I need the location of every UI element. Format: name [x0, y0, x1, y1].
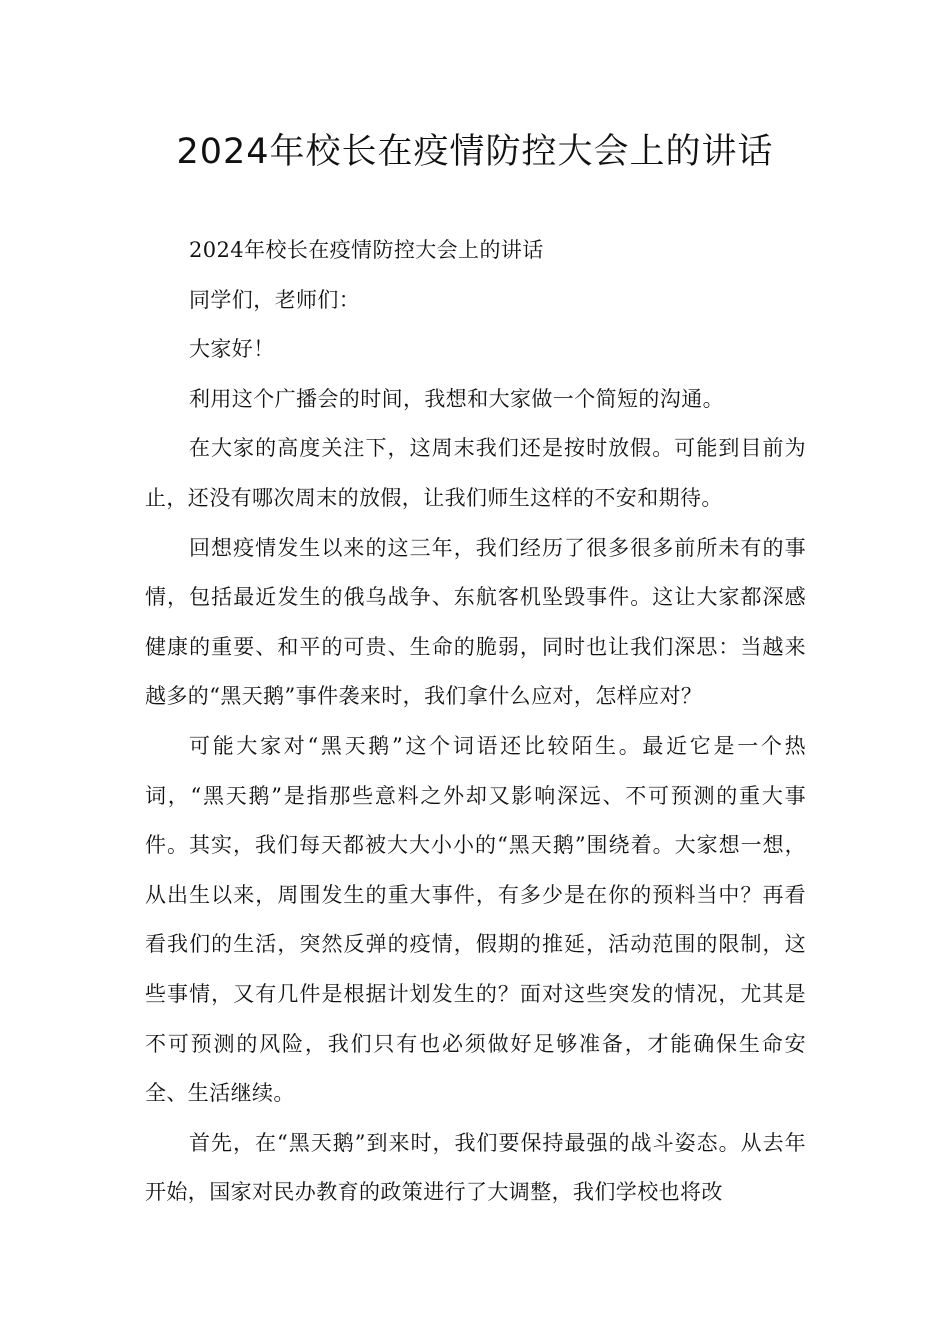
document-body: [145, 226, 806, 1218]
body-paragraph: 可能大家对“黑天鹅”这个词语还比较陌生。最近它是一个热词，“黑天鹅”是指那些意料之外却又影响深远、不可预测的重大事件。其实，我们每天都被大大小小的“黑天鹅”围绕着。大家想一想，从出生以来，周围发生的重大事件，有多少是在你的预料当中？再看看我们的生活，突然反弹的疫情，假期的推延，活动范围的限制，这些事情，又有几件是根据计划发生的？面对这些突发的情况，尤其是不可预测的风险，我们只有也必须做好足够准备，才能确保生命安全、生活继续。: [145, 733, 806, 1106]
body-paragraph: 2024年校长在疫情防控大会上的讲话: [189, 238, 544, 262]
body-paragraph: 利用这个广播会的时间，我想和大家做一个简短的沟通。: [189, 386, 724, 411]
body-paragraph: 在大家的高度关注下，这周末我们还是按时放假。可能到目前为止，还没有哪次周末的放假，让我们师生这样的不安和期待。: [145, 436, 806, 510]
body-paragraph: 回想疫情发生以来的这三年，我们经历了很多很多前所未有的事情，包括最近发生的俄乌战争、东航客机坠毁事件。这让大家都深感健康的重要、和平的可贵、生命的脆弱，同时也让我们深思：当越来越多的“黑天鹅”事件袭来时，我们拿什么应对，怎样应对？: [145, 535, 806, 709]
body-paragraph: 首先，在“黑天鹅”到来时，我们要保持最强的战斗姿态。从去年开始，国家对民办教育的政策进行了大调整，我们学校也将改: [145, 1130, 806, 1205]
body-paragraph: 同学们，老师们：: [189, 287, 361, 312]
body-paragraph: 大家好！: [189, 337, 275, 362]
document-title: 2024年校长在疫情防控大会上的讲话: [176, 132, 774, 172]
